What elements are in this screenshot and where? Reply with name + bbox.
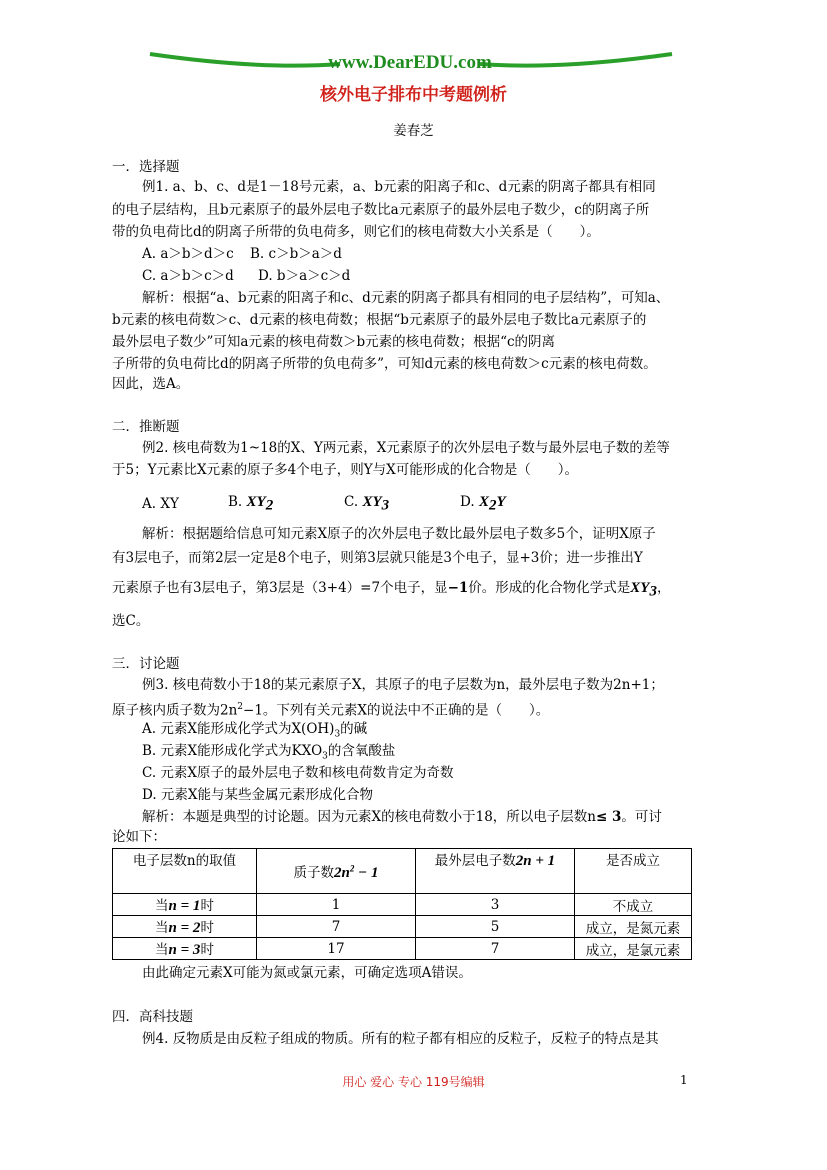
s1-line-1: 例1. a、b、c、d是1－18号元素，a、b元素的阳离子和c、d元素的阴离子都具有相同 xyxy=(142,179,656,195)
s1-analysis-2: b元素的核电荷数＞c、d元素的核电荷数；根据“b元素原子的最外层电子数比a元素原子的 xyxy=(112,312,647,328)
table-header-text: 最外层电子数 xyxy=(434,853,516,869)
s2-analysis-3c: 价。形成的化合物化学式是 xyxy=(468,580,631,596)
table-cell xyxy=(113,916,257,938)
table-row xyxy=(113,894,692,916)
s2-option-a: A. XY xyxy=(142,496,179,512)
table-header-row xyxy=(113,849,692,894)
s2-analysis-3 xyxy=(112,579,670,601)
table-header-math: 2n + 1 xyxy=(515,853,556,869)
author: 姜春芝 xyxy=(393,123,434,139)
s4-line-1: 例4. 反物质是由反粒子组成的物质。所有的粒子都有相应的反粒子，反粒子的特点是其 xyxy=(142,1031,659,1047)
s3-line-2a: 原子核内质子数为2n xyxy=(112,702,238,719)
table-cell: 5 xyxy=(416,916,575,938)
s2-option-d-x: X xyxy=(478,494,489,510)
s3-line-1: 例3. 核电荷数小于18的某元素原子X，其原子的电子层数为n，最外层电子数为2n+1； xyxy=(142,677,664,693)
table-cell-post: 时 xyxy=(200,920,214,936)
table-header-cell: 是否成立 xyxy=(575,849,692,894)
s3-option-a xyxy=(142,720,367,744)
s3-option-b-end: 的含氧酸盐 xyxy=(327,743,396,759)
section-3-heading: 三．讨论题 xyxy=(112,656,180,672)
s2-analysis-2: 有3层电子，而第2层一定是8个电子，则第3层就只能是3个电子，显+3价；进一步推出Y xyxy=(112,550,643,566)
s2-analysis-1: 解析：根据题给信息可知元素X原子的次外层电子数比最外层电子数多5个，证明X原子 xyxy=(142,526,656,542)
page-number: 1 xyxy=(680,1073,688,1087)
table-cell-math: n = 3 xyxy=(168,942,201,958)
s1-option-a: A. a＞b＞d＞c xyxy=(142,246,234,262)
s2-option-b-formula: XY xyxy=(246,494,266,510)
s2-option-c-formula: XY xyxy=(362,494,382,510)
table-cell xyxy=(113,938,257,960)
s3-line-2 xyxy=(112,698,549,720)
table-row xyxy=(113,938,692,960)
table-cell: 成立，是氯元素 xyxy=(575,938,692,960)
s2-option-d xyxy=(460,493,506,515)
s3-option-a-sub: 3 xyxy=(334,729,341,740)
table-cell: 17 xyxy=(257,938,416,960)
s3-option-a-text: A. 元素X能形成化学式为X(OH) xyxy=(142,721,335,737)
s1-option-d: D. b＞a＞c＞d xyxy=(258,268,351,284)
s1-option-c: C. a＞b＞c＞d xyxy=(142,268,234,284)
table-header-cell xyxy=(416,849,575,894)
footer-text: 用心 爱心 专心 119号编辑 xyxy=(342,1075,485,1089)
table-cell xyxy=(113,894,257,916)
s1-line-2: 的电子层结构，且b元素原子的最外层电子数比a元素原子的最外层电子数少，c的阴离子所 xyxy=(112,202,650,218)
discussion-table xyxy=(112,848,692,960)
s3-analysis-1a: 解析：本题是典型的讨论题。因为元素X的核电荷数小于18，所以电子层数n xyxy=(142,809,596,825)
s2-analysis-3a: 元素原子也有3层电子，第3层是（3+4）=7个电子，显 xyxy=(112,580,448,596)
table-row xyxy=(113,916,692,938)
s2-option-c-label: C. xyxy=(344,494,359,510)
table-header-math-end: − 1 xyxy=(354,864,379,881)
section-4-heading: 四．高科技题 xyxy=(112,1009,193,1025)
table-cell-pre: 当 xyxy=(155,920,169,936)
section-1-heading: 一．选择题 xyxy=(112,159,180,175)
s3-option-c: C. 元素X原子的最外层电子数和核电荷数肯定为奇数 xyxy=(142,765,454,781)
table-header-cell: 电子层数n的取值 xyxy=(113,849,257,894)
s2-line-2: 于5；Y元素比X元素的原子多4个电子，则Y与X可能形成的化合物是（ ）。 xyxy=(112,462,578,478)
s1-analysis-1: 解析：根据“a、b元素的阳离子和c、d元素的阴离子都具有相同的电子层结构”，可知a、 xyxy=(142,290,670,306)
s2-analysis-formula-sub: 3 xyxy=(649,583,657,600)
table-cell: 1 xyxy=(257,894,416,916)
s1-analysis-3: 最外层电子数少”可知a元素的核电荷数＞b元素的核电荷数；根据“c的阴离 xyxy=(112,334,556,350)
table-header-sup: 2 xyxy=(349,863,355,873)
s3-option-b-sub: 3 xyxy=(322,751,328,762)
table-header-math: 2n xyxy=(334,864,350,881)
s1-analysis-5: 因此，选A。 xyxy=(112,376,190,392)
s2-analysis-formula: XY xyxy=(630,580,650,596)
s2-option-b-sub: 2 xyxy=(265,497,274,514)
s2-option-c-sub: 3 xyxy=(381,497,390,514)
logo-text: www.DearEDU.com xyxy=(328,52,492,73)
section-2-heading: 二．推断题 xyxy=(112,419,180,435)
s2-analysis-4: 选C。 xyxy=(112,613,150,629)
s2-analysis-3f: ， xyxy=(656,580,671,596)
table-cell-post: 时 xyxy=(200,942,214,958)
s1-analysis-4: 子所带的负电荷比d的阴离子所带的负电荷多”，可知d元素的核电荷数＞c元素的核电荷数。 xyxy=(112,356,657,372)
table-cell-pre: 当 xyxy=(155,898,169,914)
s2-option-b-label: B. xyxy=(228,494,243,510)
s3-analysis-1c: 。可讨 xyxy=(621,809,662,825)
s3-analysis-2: 论如下： xyxy=(112,829,166,845)
s2-option-b xyxy=(228,493,273,515)
s3-option-b-text: B. 元素X能形成化学式为KXO xyxy=(142,743,323,759)
table-cell: 3 xyxy=(416,894,575,916)
s3-option-d: D. 元素X能与某些金属元素形成化合物 xyxy=(142,787,374,803)
s2-option-d-sub: 2 xyxy=(488,497,497,514)
table-cell: 不成立 xyxy=(575,894,692,916)
s1-option-b: B. c＞b＞a＞d xyxy=(250,246,342,262)
s2-option-c xyxy=(344,493,389,515)
s3-analysis-1 xyxy=(142,808,662,826)
s3-analysis-1b: ≤ 3 xyxy=(595,809,622,825)
s3-option-b xyxy=(142,742,395,766)
table-cell-math: n = 2 xyxy=(168,920,201,936)
table-cell-post: 时 xyxy=(200,898,214,914)
s3-line-2-sup: 2 xyxy=(237,702,244,712)
s2-option-d-label: D. xyxy=(460,494,475,510)
table-header-text: 质子数 xyxy=(293,864,335,881)
s2-option-d-y: Y xyxy=(496,494,506,510)
header-logo xyxy=(140,48,680,78)
s2-line-1: 例2. 核电荷数为1~18的X、Y两元素，X元素原子的次外层电子数与最外层电子数的差等 xyxy=(142,440,670,456)
s1-line-3: 带的负电荷比d的阴离子所带的负电荷多，则它们的核电荷数大小关系是（ ）。 xyxy=(112,224,600,240)
table-header-cell xyxy=(257,849,416,894)
s3-line-2c: −1。下列有关元素X的说法中不正确的是（ ）。 xyxy=(243,702,550,719)
s3-analysis-3: 由此确定元素X可能为氮或氯元素，可确定选项A错误。 xyxy=(142,965,472,981)
s2-analysis-3b: −1 xyxy=(447,580,469,596)
table-cell: 7 xyxy=(416,938,575,960)
s3-option-a-end: 的碱 xyxy=(340,721,368,737)
document-title: 核外电子排布中考题例析 xyxy=(320,85,507,105)
table-cell: 成立，是氮元素 xyxy=(575,916,692,938)
table-cell-math: n = 1 xyxy=(168,898,201,914)
table-cell-pre: 当 xyxy=(155,942,169,958)
table-cell: 7 xyxy=(257,916,416,938)
